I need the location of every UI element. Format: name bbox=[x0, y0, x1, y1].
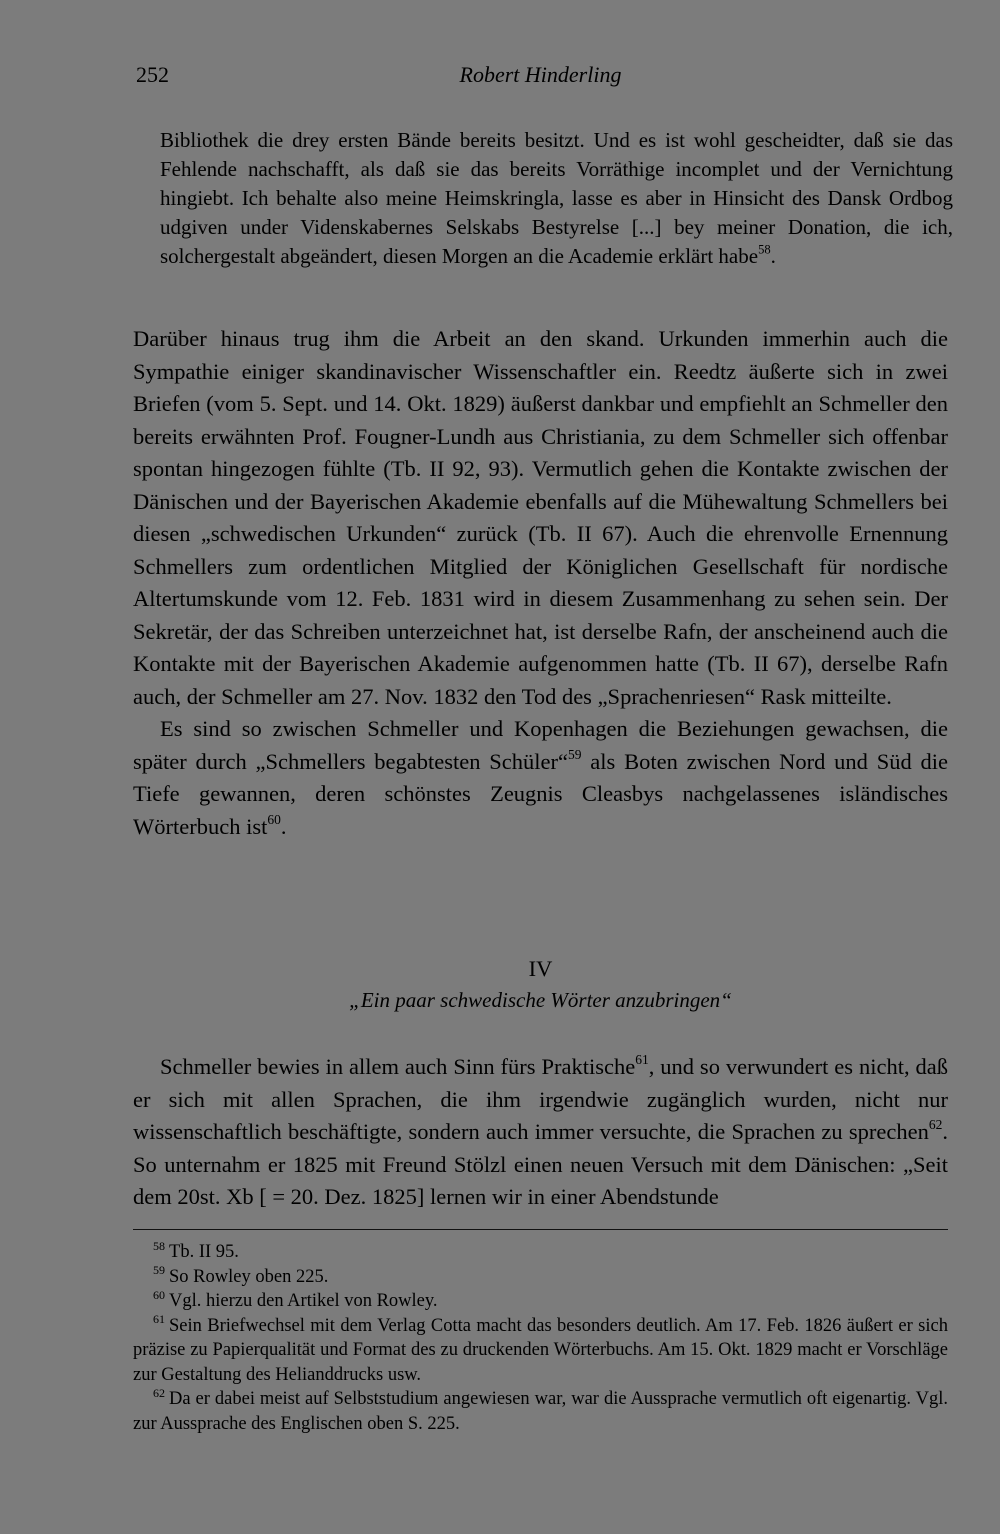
section-number: IV bbox=[528, 956, 553, 981]
quote-tail: . bbox=[770, 244, 776, 268]
paragraph-contacts: Darüber hinaus trug ihm die Arbeit an den skand. Urkunden immerhin auch die Sympathie einiger skandinavischer Wissenschaftler ein. Reedtz äußerte sich in zwei Briefen (vom 5. Sept. und 14. Okt. 1829) äußerst dankbar und empfiehlt an Schmeller den bereits erwähnten Prof. Fougner-Lundh aus Christiania, zu dem Schmeller sich offenbar spontan hingezogen fühlte (Tb. II 92, 93). Vermutlich gehen die Kontakte zwischen der Dänischen und der Bayerischen Akademie ebenfalls auf die Mühewaltung Schmellers bei diesen „schwedischen Urkunden“ zurück (Tb. II 67). Auch die ehrenvolle Ernennung Schmellers zum ordentlichen Mitglied der Königlichen Gesellschaft für nordische Altertumskunde vom 12. Feb. 1831 wird in diesem Zusammenhang zu sehen sein. Der Sekretär, der das Schreiben unterzeichnet hat, ist derselbe Rafn, der anscheinend auch die Kontakte mit der Bayerischen Akademie aufgenommen hatte (Tb. II 67), derselbe Rafn auch, der Schmeller am 27. Nov. 1832 den Tod des „Sprachenriesen“ Rask mitteilte. bbox=[133, 326, 948, 709]
block-quote bbox=[160, 126, 953, 271]
paragraph-text: . bbox=[280, 813, 287, 839]
footnote-divider bbox=[133, 1229, 948, 1230]
footnote-number: 62 bbox=[153, 1385, 166, 1400]
running-title: Robert Hinderling bbox=[459, 62, 622, 87]
paragraph-text: als Boten zwischen Nord und Süd die Tiefe gewannen, deren schönstes Zeugnis Cleasbys nachgelassenes isländisches Wörterbuch ist bbox=[133, 748, 949, 839]
body-text-section-4 bbox=[133, 1051, 948, 1214]
footnote-ref-59[interactable]: 59 bbox=[568, 746, 582, 762]
paragraph-text: Schmeller bewies in allem auch Sinn fürs Praktische bbox=[160, 1054, 636, 1079]
footnote-text: Da er dabei meist auf Selbststudium angewiesen war, war die Aussprache vermutlich oft eigenartig. Vgl. zur Aussprache des Englischen oben S. 225. bbox=[133, 1389, 948, 1434]
quote-text: Bibliothek die drey ersten Bände bereits besitzt. Und es ist wohl gescheidter, daß sie das Fehlende nachschafft, als daß sie das bereits Vorräthige incomplet und der Vernichtung hingiebt. Ich behalte also meine Heimskringla, lasse es aber in Hinsicht des Dansk Ordbog udgiven under Videnskabernes Selskabs Bestyrelse [...] bey meiner Donation, die ich, solchergestalt abgeändert, diesen Morgen an die Academie erklärt habe bbox=[160, 128, 953, 268]
paragraph-text: . So unternahm er 1825 mit Freund Stölzl einen neuen Versuch mit dem Dänischen: „Seit dem 20st. Xb [ = 20. Dez. 1825] lernen wir in einer Abendstunde bbox=[133, 1119, 948, 1209]
footnote-ref-60[interactable]: 60 bbox=[267, 811, 281, 827]
footnote-61 bbox=[133, 1314, 948, 1388]
paragraph-text: , und so verwundert es nicht, daß er sich mit allen Sprachen, die ihm irgendwie zugänglich wurden, nicht nur wissenschaftlich beschäftigte, sondern auch immer versuchte, die Sprachen zu sprechen bbox=[133, 1054, 948, 1144]
paragraph-text: Es sind so zwischen Schmeller und Kopenhagen die Beziehungen gewachsen, die später durch „Schmellers begabtesten Schüler“ bbox=[133, 716, 948, 774]
quote-paragraph bbox=[160, 126, 953, 271]
footnote-ref-61[interactable]: 61 bbox=[635, 1051, 649, 1067]
footnote-58 bbox=[133, 1240, 948, 1265]
paragraph-copenhagen bbox=[133, 713, 948, 843]
footnote-text: Sein Briefwechsel mit dem Verlag Cotta macht das besonders deutlich. Am 17. Feb. 1826 äußert er sich präzise zu Papierqualität und Format des zu druckenden Wörterbuchs. Am 15. Okt. 1829 macht er Vorschläge zur Gestaltung des Helianddrucks usw. bbox=[133, 1315, 948, 1385]
footnote-text: Tb. II 95. bbox=[169, 1242, 239, 1262]
footnote-number: 60 bbox=[153, 1287, 166, 1302]
footnote-text: Vgl. hierzu den Artikel von Rowley. bbox=[169, 1291, 438, 1311]
footnote-59 bbox=[133, 1265, 948, 1290]
footnote-ref-62[interactable]: 62 bbox=[928, 1116, 943, 1132]
footnote-62 bbox=[133, 1387, 948, 1436]
paragraph-practical bbox=[133, 1051, 948, 1214]
section-title: „Ein paar schwedische Wörter anzubringen“ bbox=[349, 988, 732, 1012]
footnote-text: So Rowley oben 225. bbox=[169, 1266, 329, 1287]
footnotes bbox=[133, 1240, 948, 1436]
footnote-number: 59 bbox=[153, 1263, 166, 1278]
running-header bbox=[133, 62, 948, 92]
page-number: 252 bbox=[136, 62, 169, 87]
body-text-section-3 bbox=[133, 323, 948, 843]
footnote-ref-58[interactable]: 58 bbox=[758, 242, 771, 257]
footnote-60 bbox=[133, 1289, 948, 1314]
footnote-number: 61 bbox=[153, 1312, 166, 1327]
footnote-number: 58 bbox=[153, 1238, 166, 1253]
